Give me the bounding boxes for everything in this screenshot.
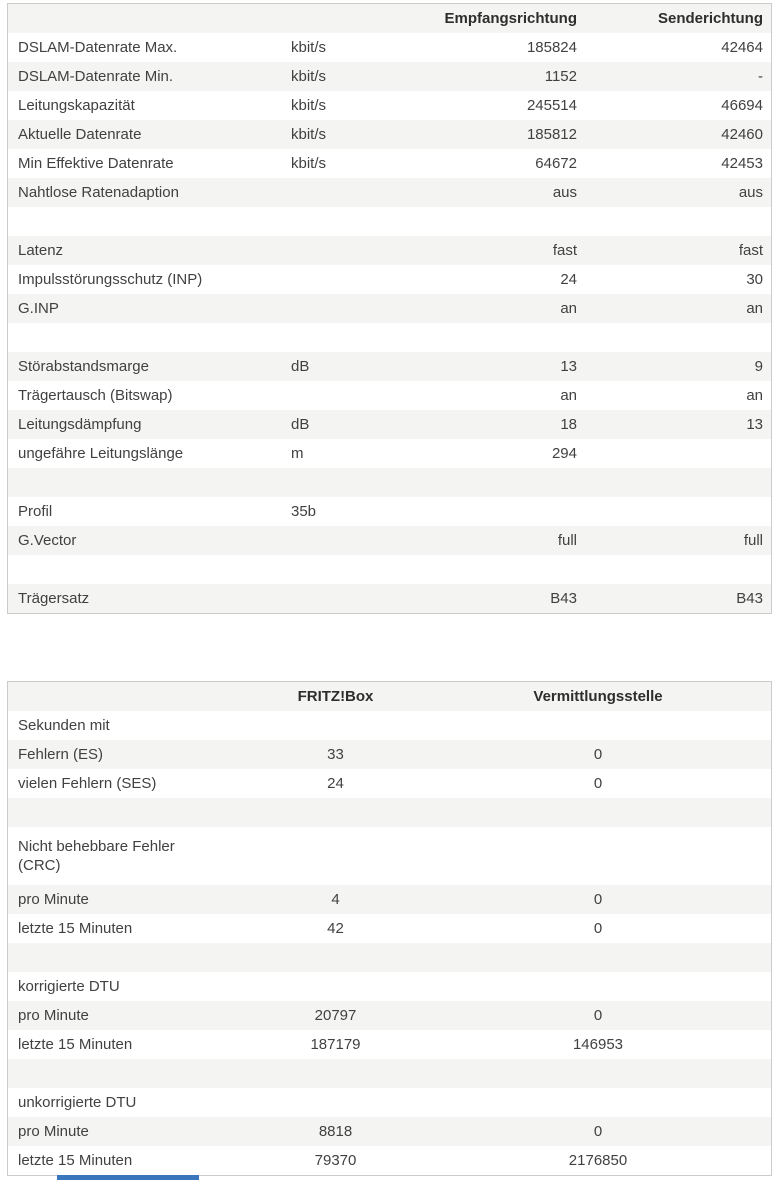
error-row-fritzbox-value: 8818 xyxy=(318,1123,353,1140)
error-row-label: unkorrigierte DTU xyxy=(18,1094,137,1111)
error-row-exchange-value: 146953 xyxy=(572,1036,624,1053)
dsl-row-label: ungefähre Leitungslänge xyxy=(18,445,184,462)
error-row-exchange-value: 0 xyxy=(593,746,603,763)
error-table-spacer-row xyxy=(8,1059,771,1088)
dsl-row-send-value: an xyxy=(746,300,763,317)
error-row-exchange-value: 0 xyxy=(593,1007,603,1024)
error-table-row xyxy=(8,827,771,885)
dsl-table-row xyxy=(8,91,771,120)
dsl-row-receive-value: 185824 xyxy=(526,39,577,56)
error-row-label: pro Minute xyxy=(18,891,89,908)
error-row-label: pro Minute xyxy=(18,1123,89,1140)
error-row-label: Sekunden mit xyxy=(18,717,110,734)
error-counters-table xyxy=(7,681,772,1176)
dsl-table-row xyxy=(8,439,771,468)
dsl-row-send-value: 42453 xyxy=(721,155,763,172)
error-row-fritzbox-value: 33 xyxy=(327,746,344,763)
dsl-row-receive-value: 245514 xyxy=(526,97,577,114)
error-row-fritzbox-value: 24 xyxy=(327,775,344,792)
dsl-table-row xyxy=(8,294,771,323)
dsl-row-unit: kbit/s xyxy=(291,39,327,56)
dsl-row-label: Aktuelle Datenrate xyxy=(18,126,142,143)
dsl-row-label: Latenz xyxy=(18,242,64,259)
error-table-row xyxy=(8,711,771,740)
error-table-spacer-row xyxy=(8,798,771,827)
partial-cutoff-blue-element xyxy=(57,1175,199,1180)
error-row-label: vielen Fehlern (SES) xyxy=(18,775,157,792)
error-row-fritzbox-value: 187179 xyxy=(310,1036,361,1053)
error-header-exchange: Vermittlungsstelle xyxy=(533,688,663,705)
error-table-row xyxy=(8,885,771,914)
dsl-row-unit: kbit/s xyxy=(291,126,327,143)
dsl-row-receive-value: 185812 xyxy=(526,126,577,143)
error-row-fritzbox-value: 42 xyxy=(327,920,344,937)
dsl-row-send-value: 46694 xyxy=(721,97,763,114)
dsl-table-spacer-row xyxy=(8,323,771,352)
error-row-fritzbox-value: 4 xyxy=(331,891,340,908)
error-row-exchange-value: 0 xyxy=(593,891,603,908)
dsl-row-receive-value: 1152 xyxy=(544,68,577,85)
error-row-label: korrigierte DTU xyxy=(18,978,120,995)
dsl-row-receive-value: B43 xyxy=(550,590,577,607)
error-row-label: letzte 15 Minuten xyxy=(18,920,133,937)
dsl-row-label: Nahtlose Ratenadaption xyxy=(18,184,179,201)
dsl-table-row xyxy=(8,352,771,381)
dsl-row-label: G.INP xyxy=(18,300,59,317)
error-row-label: letzte 15 Minuten xyxy=(18,1036,133,1053)
dsl-row-send-value: B43 xyxy=(736,590,763,607)
error-table-row xyxy=(8,914,771,943)
dsl-row-unit: m xyxy=(291,445,304,462)
dsl-header-receive-direction: Empfangsrichtung xyxy=(444,10,577,27)
dsl-row-label: Leitungsdämpfung xyxy=(18,416,142,433)
dsl-row-send-value: an xyxy=(746,387,763,404)
dsl-row-receive-value: 64672 xyxy=(535,155,577,172)
dsl-row-label: Profil xyxy=(18,503,53,520)
dsl-row-label: Impulsstörungsschutz (INP) xyxy=(18,271,203,288)
dsl-row-label: DSLAM-Datenrate Max. xyxy=(18,39,178,56)
error-row-exchange-value: 0 xyxy=(593,1123,603,1140)
dsl-table-row xyxy=(8,526,771,555)
error-table-row xyxy=(8,1117,771,1146)
dsl-table-spacer-row xyxy=(8,207,771,236)
error-row-label: pro Minute xyxy=(18,1007,89,1024)
error-row-label: letzte 15 Minuten xyxy=(18,1152,133,1169)
dsl-row-label: Leitungskapazität xyxy=(18,97,135,114)
dsl-table-row xyxy=(8,584,771,613)
dsl-row-unit: 35b xyxy=(291,503,317,520)
error-table-row xyxy=(8,1030,771,1059)
dsl-row-receive-value: 24 xyxy=(560,271,577,288)
error-row-fritzbox-value: 20797 xyxy=(314,1007,357,1024)
dsl-row-send-value: full xyxy=(743,532,763,549)
error-row-label: Nicht behebbare Fehler (CRC) xyxy=(18,838,175,874)
dsl-row-label: G.Vector xyxy=(18,532,77,549)
dsl-table-row xyxy=(8,381,771,410)
dsl-row-send-value: 42460 xyxy=(721,126,763,143)
dsl-table-row xyxy=(8,149,771,178)
dsl-row-receive-value: an xyxy=(560,387,577,404)
dsl-table-row xyxy=(8,265,771,294)
dsl-table-spacer-row xyxy=(8,555,771,584)
dsl-row-label: Trägertausch (Bitswap) xyxy=(18,387,173,404)
dsl-row-unit: kbit/s xyxy=(291,97,327,114)
dsl-row-receive-value: 294 xyxy=(551,445,577,462)
dsl-table-row xyxy=(8,120,771,149)
error-table-spacer-row xyxy=(8,943,771,972)
dsl-header-send-direction: Senderichtung xyxy=(657,10,763,27)
dsl-table-row xyxy=(8,62,771,91)
dsl-row-label: Störabstandsmarge xyxy=(18,358,149,375)
dsl-row-receive-value: fast xyxy=(552,242,577,259)
error-table-row xyxy=(8,740,771,769)
dsl-table-row xyxy=(8,33,771,62)
error-row-exchange-value: 0 xyxy=(593,775,603,792)
error-row-exchange-value: 0 xyxy=(593,920,603,937)
error-table-row xyxy=(8,769,771,798)
error-row-fritzbox-value: 79370 xyxy=(314,1152,357,1169)
dsl-row-send-value: 13 xyxy=(746,416,763,433)
dsl-row-send-value: fast xyxy=(738,242,763,259)
error-table-row xyxy=(8,972,771,1001)
dsl-table-spacer-row xyxy=(8,468,771,497)
dsl-row-receive-value: 13 xyxy=(560,358,577,375)
dsl-row-send-value: - xyxy=(758,68,763,85)
dsl-row-unit: dB xyxy=(291,416,310,433)
error-table-row xyxy=(8,1146,771,1175)
dsl-row-receive-value: 18 xyxy=(560,416,577,433)
dsl-table-row xyxy=(8,178,771,207)
dsl-table-row xyxy=(8,236,771,265)
dsl-table-row xyxy=(8,497,771,526)
dsl-row-unit: kbit/s xyxy=(291,155,327,172)
dsl-row-send-value: 42464 xyxy=(721,39,763,56)
dsl-row-send-value: aus xyxy=(738,184,763,201)
dsl-row-label: Trägersatz xyxy=(18,590,90,607)
dsl-row-unit: kbit/s xyxy=(291,68,327,85)
dsl-row-receive-value: an xyxy=(560,300,577,317)
dsl-row-label: DSLAM-Datenrate Min. xyxy=(18,68,174,85)
error-table-header-row xyxy=(8,682,771,711)
dsl-row-send-value: 9 xyxy=(754,358,763,375)
dsl-row-send-value: 30 xyxy=(746,271,763,288)
dsl-table-header-row xyxy=(8,4,771,33)
dsl-row-receive-value: aus xyxy=(552,184,577,201)
error-table-row xyxy=(8,1001,771,1030)
error-header-fritzbox: FRITZ!Box xyxy=(297,688,374,705)
error-table-row xyxy=(8,1088,771,1117)
error-row-exchange-value: 2176850 xyxy=(568,1152,628,1169)
dsl-table-row xyxy=(8,410,771,439)
dsl-line-parameters-table xyxy=(7,3,772,614)
dsl-row-label: Min Effektive Datenrate xyxy=(18,155,174,172)
error-row-label: Fehlern (ES) xyxy=(18,746,104,763)
dsl-row-receive-value: full xyxy=(557,532,577,549)
dsl-row-unit: dB xyxy=(291,358,310,375)
